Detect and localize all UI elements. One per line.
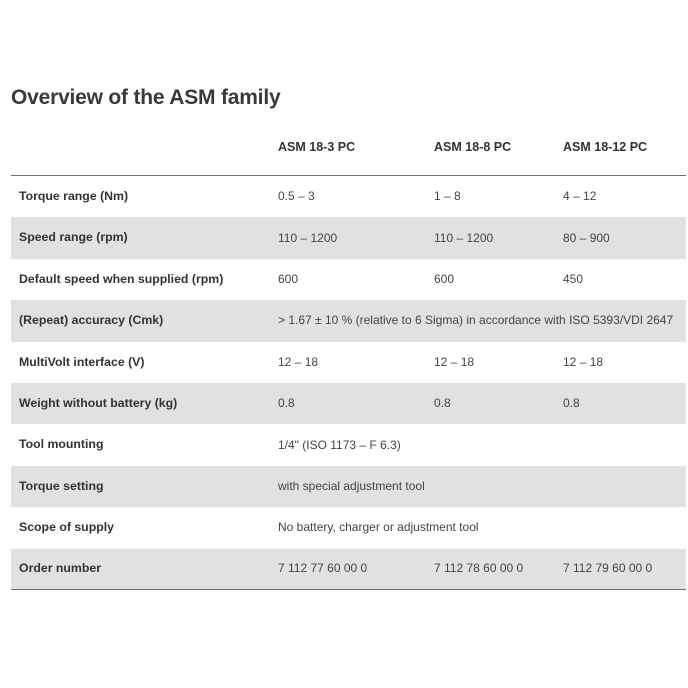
- table-cell: 7 112 79 60 00 0: [563, 561, 653, 576]
- table-cell: 600: [434, 271, 455, 286]
- table-cell: 7 112 77 60 00 0: [278, 561, 368, 576]
- table-row: [11, 300, 686, 341]
- table-cell-span: No battery, charger or adjustment tool: [278, 520, 479, 535]
- table-header: [11, 134, 686, 176]
- table-cell: 1 – 8: [434, 189, 461, 204]
- table-cell-span: 1/4" (ISO 1173 – F 6.3): [278, 437, 401, 452]
- row-label: Scope of supply: [19, 520, 114, 535]
- table-cell: 12 – 18: [563, 354, 604, 369]
- table-row: [11, 549, 686, 590]
- spec-table: [11, 176, 686, 590]
- row-label: Torque range (Nm): [19, 189, 129, 204]
- table-cell: 4 – 12: [563, 189, 597, 204]
- table-cell: 600: [278, 271, 299, 286]
- table-cell: 12 – 18: [278, 354, 319, 369]
- row-label: Order number: [19, 561, 101, 576]
- table-cell: 0.8: [434, 396, 451, 411]
- table-cell: 80 – 900: [563, 230, 610, 245]
- table-row: [11, 424, 686, 465]
- table-cell: 0.8: [563, 396, 580, 411]
- table-row: [11, 176, 686, 217]
- table-cell: 110 – 1200: [434, 230, 494, 245]
- table-cell: 0.8: [278, 396, 295, 411]
- row-label: Torque setting: [19, 478, 104, 493]
- table-cell: 450: [563, 271, 584, 286]
- row-label: Speed range (rpm): [19, 230, 128, 245]
- row-label: Tool mounting: [19, 437, 104, 452]
- table-row: [11, 507, 686, 548]
- table-cell: 110 – 1200: [278, 230, 338, 245]
- table-row: [11, 259, 686, 300]
- table-row: [11, 217, 686, 258]
- table-row: [11, 383, 686, 424]
- table-cell: 0.5 – 3: [278, 189, 315, 204]
- row-label: MultiVolt interface (V): [19, 354, 145, 369]
- page-title: Overview of the ASM family: [11, 86, 281, 109]
- table-cell: 7 112 78 60 00 0: [434, 561, 524, 576]
- row-label: Default speed when supplied (rpm): [19, 271, 224, 286]
- table-cell: 12 – 18: [434, 354, 475, 369]
- table-row: [11, 466, 686, 507]
- table-cell-span: > 1.67 ± 10 % (relative to 6 Sigma) in accordance with ISO 5393/VDI 2647: [278, 313, 674, 328]
- row-label: Weight without battery (kg): [19, 395, 178, 410]
- row-label: (Repeat) accuracy (Cmk): [19, 313, 164, 328]
- table-row: [11, 342, 686, 383]
- table-cell-span: with special adjustment tool: [278, 478, 425, 493]
- column-header: ASM 18-8 PC: [434, 140, 512, 154]
- column-header: ASM 18-12 PC: [563, 140, 648, 154]
- column-header: ASM 18-3 PC: [278, 140, 356, 154]
